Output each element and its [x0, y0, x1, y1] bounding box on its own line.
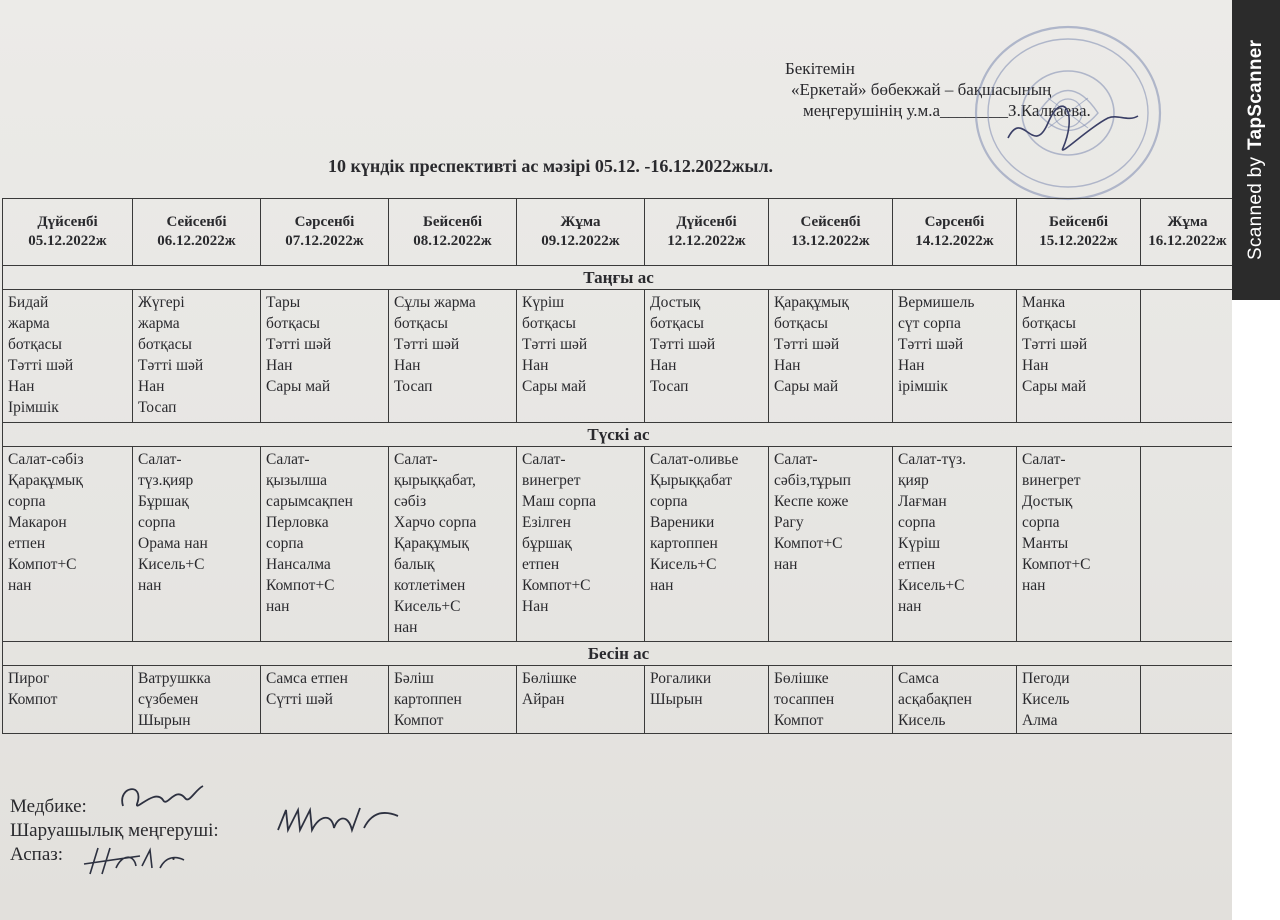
menu-item: қырыққабат,: [394, 472, 476, 489]
menu-item: Ватрушкка: [138, 670, 211, 687]
day-date: 13.12.2022ж: [791, 233, 870, 249]
day-header: [389, 199, 517, 266]
menu-cell: [389, 290, 517, 423]
menu-item: жарма: [138, 315, 180, 332]
menu-item: Қарақұмық: [774, 294, 849, 311]
menu-cell: [893, 290, 1017, 423]
menu-item: котлетімен: [394, 577, 466, 594]
menu-item: балық: [394, 556, 435, 573]
day-name: Сейсенбі: [166, 214, 227, 230]
cook-label: Аспаз:: [10, 844, 64, 865]
menu-cell: [3, 447, 133, 642]
menu-item: Шырын: [138, 712, 191, 729]
menu-item: картоппен: [650, 535, 718, 552]
menu-cell: [893, 447, 1017, 642]
menu-item: Тәтті шәй: [898, 336, 964, 353]
menu-cell: [133, 666, 261, 734]
menu-item: Кисель+С: [394, 598, 461, 615]
menu-cell: [1141, 290, 1235, 423]
menu-item: ботқасы: [266, 315, 320, 332]
approval-line-1: Бекітемін: [785, 59, 855, 78]
menu-item: Вермишель: [898, 294, 975, 311]
menu-item: картоппен: [394, 691, 462, 708]
menu-cell: [261, 666, 389, 734]
meal-items-row: [3, 447, 1235, 642]
meal-items-row: [3, 290, 1235, 423]
scanner-watermark-bar: [1232, 0, 1280, 920]
meal-section-row: [3, 423, 1235, 447]
day-date: 05.12.2022ж: [28, 233, 107, 249]
menu-cell: [769, 290, 893, 423]
day-header: [517, 199, 645, 266]
menu-item: Салат-түз.: [898, 451, 967, 468]
menu-item: винегрет: [522, 472, 581, 489]
menu-item: Самса етпен: [266, 670, 348, 687]
menu-item: Тары: [266, 294, 301, 311]
meal-items-row: [3, 666, 1235, 734]
menu-item: Бөлішке: [774, 670, 829, 687]
menu-item: Макарон: [8, 514, 67, 531]
day-name: Жұма: [1167, 214, 1208, 230]
menu-item: Компот: [394, 712, 444, 729]
menu-item: Тәтті шәй: [8, 357, 74, 374]
menu-cell: [261, 447, 389, 642]
menu-item: Харчо сорпа: [394, 514, 477, 531]
menu-item: нан: [138, 577, 162, 594]
menu-item: Рогалики: [650, 670, 712, 687]
menu-item: Вареники: [650, 514, 715, 531]
menu-item: Достық: [650, 294, 701, 311]
menu-item: сәбіз: [394, 493, 427, 510]
menu-item: Салат-: [138, 451, 182, 468]
menu-item: нан: [650, 577, 674, 594]
menu-cell: [133, 290, 261, 423]
scanner-prefix: Scanned by: [1245, 156, 1266, 260]
menu-item: Нан: [266, 357, 293, 374]
menu-item: Тәтті шәй: [138, 357, 204, 374]
menu-item: Компот: [8, 691, 58, 708]
menu-item: Компот+С: [522, 577, 591, 594]
day-header: [645, 199, 769, 266]
menu-item: қияр: [898, 472, 929, 489]
scanner-watermark: [1232, 0, 1280, 300]
official-seal-stamp: [968, 18, 1168, 208]
menu-item: Кисель+С: [898, 577, 965, 594]
cook-signature: [80, 842, 190, 878]
menu-item: тосаппен: [774, 691, 835, 708]
menu-item: Манка: [1022, 294, 1066, 311]
menu-item: Сары май: [522, 378, 587, 395]
menu-item: Нан: [1022, 357, 1049, 374]
approval-line-3: меңгерушінің у.м.а________З.Калкаева.: [803, 101, 1091, 120]
day-date: 15.12.2022ж: [1039, 233, 1118, 249]
manager-signature: [272, 800, 402, 840]
menu-item: Достық: [1022, 493, 1073, 510]
menu-cell: [133, 447, 261, 642]
day-name: Дүйсенбі: [676, 214, 737, 230]
menu-item: Нан: [650, 357, 677, 374]
menu-item: Салат-оливье: [650, 451, 739, 468]
menu-item: етпен: [8, 535, 46, 552]
menu-item: винегрет: [1022, 472, 1081, 489]
menu-item: Салат-: [394, 451, 438, 468]
menu-item: Компот+С: [774, 535, 843, 552]
day-header: [769, 199, 893, 266]
menu-item: Кисель+С: [138, 556, 205, 573]
menu-item: Кисель+С: [650, 556, 717, 573]
menu-item: Қарақұмық: [8, 472, 83, 489]
menu-item: Қарақұмық: [394, 535, 469, 552]
menu-item: Нансалма: [266, 556, 331, 573]
menu-item: сорпа: [8, 493, 46, 510]
day-date: 12.12.2022ж: [667, 233, 746, 249]
day-header: [893, 199, 1017, 266]
menu-cell: [1141, 447, 1235, 642]
day-header: [3, 199, 133, 266]
menu-cell: [261, 290, 389, 423]
menu-item: етпен: [522, 556, 560, 573]
menu-item: ботқасы: [650, 315, 704, 332]
menu-item: Тәтті шәй: [394, 336, 460, 353]
menu-item: сорпа: [650, 493, 688, 510]
menu-cell: [645, 290, 769, 423]
menu-item: Сүтті шәй: [266, 691, 333, 708]
menu-item: Салат-: [1022, 451, 1066, 468]
menu-item: Езілген: [522, 514, 571, 531]
menu-cell: [1141, 666, 1235, 734]
menu-item: ботқасы: [774, 315, 828, 332]
menu-cell: [1017, 666, 1141, 734]
menu-item: Айран: [522, 691, 565, 708]
scanner-brand: TapScanner: [1245, 40, 1266, 151]
menu-item: Нан: [898, 357, 925, 374]
menu-cell: [1017, 447, 1141, 642]
day-header: [261, 199, 389, 266]
menu-item: сорпа: [898, 514, 936, 531]
menu-title: 10 күндік преспективті ас мәзірі 05.12. -16.12.2022жыл.: [328, 156, 774, 176]
day-date: 14.12.2022ж: [915, 233, 994, 249]
menu-cell: [769, 666, 893, 734]
menu-item: Компот+С: [1022, 556, 1091, 573]
menu-item: нан: [1022, 577, 1046, 594]
menu-cell: [3, 290, 133, 423]
day-name: Жұма: [560, 214, 601, 230]
menu-cell: [517, 447, 645, 642]
menu-item: Пирог: [8, 670, 50, 687]
menu-item: Бұршақ: [138, 493, 189, 510]
menu-item: Кисель: [1022, 691, 1070, 708]
menu-item: Лағман: [898, 493, 947, 510]
menu-item: Самса: [898, 670, 939, 687]
day-header: [1017, 199, 1141, 266]
day-name: Бейсенбі: [422, 214, 483, 230]
menu-item: Нан: [522, 357, 549, 374]
cook-dot: .: [171, 844, 176, 865]
menu-item: Тәтті шәй: [1022, 336, 1088, 353]
menu-cell: [389, 447, 517, 642]
menu-item: Манты: [1022, 535, 1069, 552]
menu-cell: [769, 447, 893, 642]
menu-item: Тәтті шәй: [650, 336, 716, 353]
menu-item: Пегоди: [1022, 670, 1070, 687]
menu-item: нан: [266, 598, 290, 615]
menu-item: сарымсақпен: [266, 493, 353, 510]
meal-section-title: Таңғы ас: [3, 266, 1235, 290]
menu-item: Бидай: [8, 294, 49, 311]
day-name: Сәрсенбі: [294, 214, 355, 230]
menu-item: Алма: [1022, 712, 1058, 729]
menu-item: Салат-сәбіз: [8, 451, 84, 468]
menu-item: Компот+С: [266, 577, 335, 594]
menu-item: Тосап: [394, 378, 433, 395]
menu-item: Кеспе коже: [774, 493, 849, 510]
meal-section-title: Бесін ас: [3, 642, 1235, 666]
day-date: 09.12.2022ж: [541, 233, 620, 249]
nurse-label: Медбике:: [10, 796, 87, 817]
menu-item: етпен: [898, 556, 936, 573]
day-date: 07.12.2022ж: [285, 233, 364, 249]
menu-item: Сұлы жарма: [394, 294, 476, 311]
menu-item: сәбіз,тұрып: [774, 472, 851, 489]
day-name: Сәрсенбі: [924, 214, 985, 230]
menu-item: Орама нан: [138, 535, 208, 552]
menu-item: Салат-: [522, 451, 566, 468]
menu-item: сорпа: [266, 535, 304, 552]
menu-item: қызылша: [266, 472, 328, 489]
menu-item: нан: [8, 577, 32, 594]
menu-item: Перловка: [266, 514, 329, 531]
menu-item: Нан: [774, 357, 801, 374]
meal-section-row: [3, 642, 1235, 666]
menu-item: жарма: [8, 315, 50, 332]
menu-cell: [645, 447, 769, 642]
menu-item: Нан: [8, 378, 35, 395]
menu-item: сорпа: [1022, 514, 1060, 531]
menu-cell: [517, 666, 645, 734]
menu-item: Кисель: [898, 712, 946, 729]
menu-item: Күріш: [522, 294, 565, 311]
menu-item: Тәтті шәй: [266, 336, 332, 353]
menu-item: ботқасы: [8, 336, 62, 353]
menu-item: түз.қияр: [138, 472, 194, 489]
menu-cell: [517, 290, 645, 423]
menu-item: Нан: [394, 357, 421, 374]
menu-item: Шырын: [650, 691, 703, 708]
day-header: [1141, 199, 1235, 266]
menu-cell: [645, 666, 769, 734]
day-name: Сейсенбі: [800, 214, 861, 230]
menu-item: Бөлішке: [522, 670, 577, 687]
menu-item: сорпа: [138, 514, 176, 531]
menu-item: сүт сорпа: [898, 315, 961, 332]
menu-table-body: [3, 199, 1235, 734]
menu-item: ботқасы: [138, 336, 192, 353]
menu-item: Компот: [774, 712, 824, 729]
menu-item: Маш сорпа: [522, 493, 597, 510]
menu-item: ботқасы: [394, 315, 448, 332]
menu-item: Тәтті шәй: [522, 336, 588, 353]
approval-line-2: «Еркетай» бөбекжай – бақшасының: [791, 80, 1052, 99]
menu-item: нан: [898, 598, 922, 615]
day-date: 08.12.2022ж: [413, 233, 492, 249]
header-row: [3, 199, 1235, 266]
manager-label: Шаруашылық меңгеруші:: [10, 820, 219, 841]
meal-section-row: [3, 266, 1235, 290]
menu-item: ботқасы: [1022, 315, 1076, 332]
menu-item: асқабақпен: [898, 691, 972, 708]
menu-item: Салат-: [774, 451, 818, 468]
menu-item: Салат-: [266, 451, 310, 468]
menu-cell: [1017, 290, 1141, 423]
day-name: Дүйсенбі: [37, 214, 98, 230]
menu-item: Сары май: [774, 378, 839, 395]
menu-table: [2, 198, 1235, 734]
menu-item: Жүгері: [138, 294, 185, 311]
menu-item: Сары май: [1022, 378, 1087, 395]
day-name: Бейсенбі: [1048, 214, 1109, 230]
menu-item: ботқасы: [522, 315, 576, 332]
menu-item: бұршақ: [522, 535, 572, 552]
menu-item: Рагу: [774, 514, 804, 531]
menu-item: Тосап: [650, 378, 689, 395]
menu-item: сүзбемен: [138, 691, 199, 708]
menu-item: Нан: [522, 598, 549, 615]
menu-item: Ірімшік: [8, 399, 59, 416]
menu-item: Қырыққабат: [650, 472, 732, 489]
menu-cell: [389, 666, 517, 734]
menu-item: Компот+С: [8, 556, 77, 573]
menu-item: Нан: [138, 378, 165, 395]
menu-item: Сары май: [266, 378, 331, 395]
nurse-signature: [115, 778, 205, 818]
meal-section-title: Түскі ас: [3, 423, 1235, 447]
menu-item: Бәліш: [394, 670, 434, 687]
menu-item: нан: [394, 619, 418, 636]
menu-item: ірімшік: [898, 378, 948, 395]
day-date: 06.12.2022ж: [157, 233, 236, 249]
menu-item: Күріш: [898, 535, 941, 552]
menu-cell: [3, 666, 133, 734]
menu-item: Тосап: [138, 399, 177, 416]
menu-cell: [893, 666, 1017, 734]
menu-item: Тәтті шәй: [774, 336, 840, 353]
menu-item: нан: [774, 556, 798, 573]
day-header: [133, 199, 261, 266]
day-date: 16.12.2022ж: [1148, 233, 1227, 249]
